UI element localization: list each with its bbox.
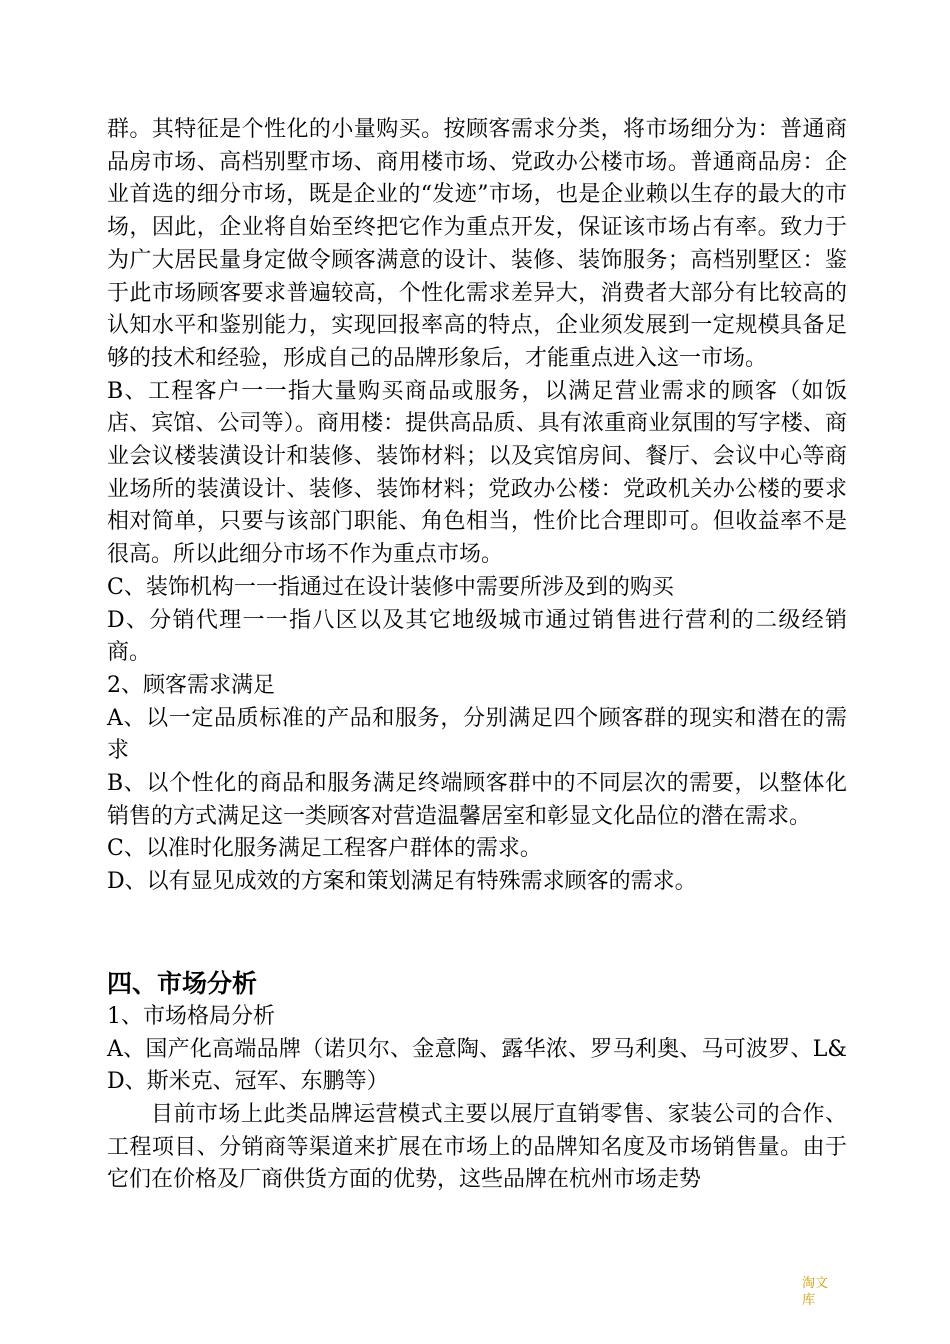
subheading-customer-needs: 2、顾客需求满足 [107,672,275,698]
paragraph-b-engineering-clients: B、工程客户一一指大量购买商品或服务，以满足营业需求的顾客（如饭店、宾馆、公司等）。商用楼：提供高品质、具有浓重商业氛围的写字楼、商业会议楼装潢设计和装修、装饰材料；以及宾馆房间、餐厅、会议中心等商业场所的装潢设计、装修、装饰材料；党政办公楼：党政机关办公楼的要求相对简单，只要与该部门职能、角色相当，性价比合理即可。但收益率不是很高。所以此细分市场不作为重点市场。 [107,378,847,568]
paragraph-needs-d: D、以有显见成效的方案和策划满足有特殊需求顾客的需求。 [107,869,697,895]
paragraph-domestic-high-end-brands: A、国产化高端品牌（诺贝尔、金意陶、露华浓、罗马利奥、马可波罗、L&D、斯米克、冠军、东鹏等） [107,1036,847,1095]
footer-watermark: 淘文库 [802,1276,829,1308]
paragraph-needs-c: C、以准时化服务满足工程客户群体的需求。 [107,836,542,862]
paragraph-brand-operation-model: 目前市场上此类品牌运营模式主要以展厅直销零售、家装公司的合作、工程项目、分销商等渠道来扩展在市场上的品牌知名度及市场销售量。由于它们在价格及厂商供货方面的优势，这些品牌在杭州市场走势 [107,1101,847,1193]
subheading-market-structure: 1、市场格局分析 [107,1003,275,1029]
paragraph-needs-a: A、以一定品质标准的产品和服务，分别满足四个顾客群的现实和潜在的需求 [107,705,847,764]
paragraph-market-segmentation: 群。其特征是个性化的小量购买。按顾客需求分类，将市场细分为：普通商品房市场、高档别墅市场、商用楼市场、党政办公楼市场。普通商品房：企业首选的细分市场，既是企业的“发迹”市场，也是企业赖以生存的最大的市场，因此，企业将自始至终把它作为重点开发，保证该市场占有率。致力于为广大居民量身定做令顾客满意的设计、装修、装饰服务；高档别墅区：鉴于此市场顾客要求普遍较高，个性化需求差异大，消费者大部分有比较高的认知水平和鉴别能力，实现回报率高的特点，企业须发展到一定规模具备足够的技术和经验，形成自己的品牌形象后，才能重点进入这一市场。 [107,117,847,371]
paragraph-needs-b: B、以个性化的商品和服务满足终端顾客群中的不同层次的需要，以整体化销售的方式满足这一类顾客对营造温馨居室和彰显文化品位的潜在需求。 [107,771,847,829]
section-spacer [107,899,847,967]
paragraph-d-distribution-agents: D、分销代理一一指八区以及其它地级城市通过销售进行营利的二级经销商。 [107,607,847,666]
document-page [107,114,847,1197]
section-heading-market-analysis: 四、市场分析 [107,968,258,998]
paragraph-c-decoration-agencies: C、装饰机构一一指通过在设计装修中需要所涉及到的购买 [107,574,674,600]
